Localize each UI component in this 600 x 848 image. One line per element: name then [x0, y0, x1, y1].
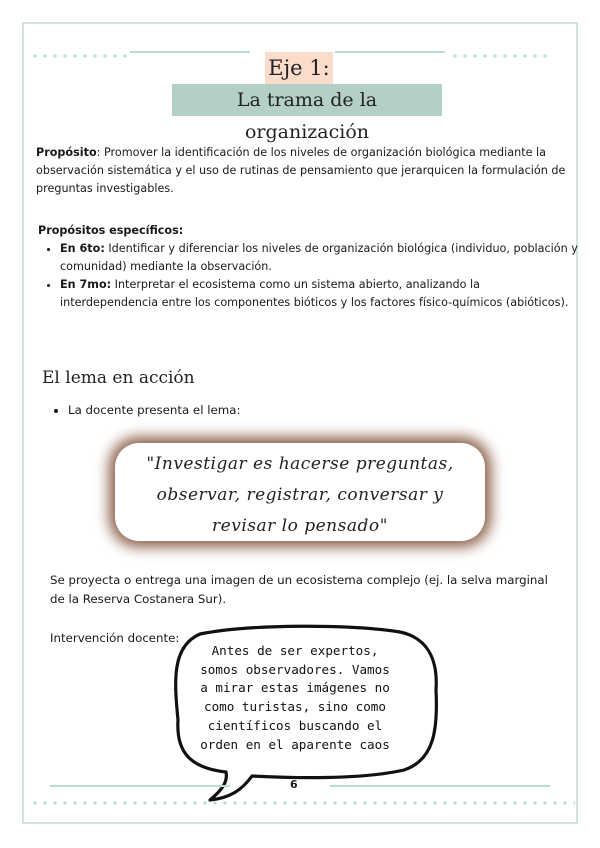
bubble-line: científicos buscando el — [207, 717, 383, 733]
grade-label: En 6to: — [60, 242, 105, 255]
quote-line: observar, registrar, conversar y — [156, 485, 444, 505]
axis-title: La trama de la organización — [172, 84, 442, 116]
list-item — [60, 240, 580, 276]
top-dots-left — [30, 54, 130, 58]
top-line-left — [130, 51, 250, 53]
proposito-paragraph — [36, 144, 571, 198]
list-item: • La docente presenta el lema: — [68, 401, 240, 419]
item-text: Interpretar el ecosistema como un sistema abierto, analizando la interdependencia entre los componentes bióticos y los factores físico-químicos (abióticos). — [60, 278, 569, 309]
lema-quote-box — [115, 443, 485, 541]
grade-label: En 7mo: — [60, 278, 112, 291]
bubble-line: a mirar estas imágenes no — [200, 680, 390, 696]
bottom-line-right — [330, 785, 550, 787]
top-dots-right — [450, 54, 550, 58]
top-line-right — [335, 51, 445, 53]
proposito-text: : Promover la identificación de los niveles de organización biológica mediante la observación sistemática y el uso de rutinas de pensamiento que jerarquicen la formulación de preguntas investigables. — [36, 146, 566, 195]
proposito-label: Propósito — [36, 146, 97, 159]
proyecta-paragraph: Se proyecta o entrega una imagen de un ecosistema complejo (ej. la selva marginal de la Reserva Costanera Sur). — [50, 573, 548, 606]
bubble-line: Antes de ser expertos, — [211, 643, 379, 658]
bubble-line: como turistas, sino como — [204, 699, 386, 715]
item-text: Identificar y diferenciar los niveles de organización biológica (individuo, población y comunidad) mediante la observación. — [60, 242, 578, 273]
page-number: 6 — [290, 778, 298, 791]
speech-bubble-text — [176, 642, 414, 754]
axis-label: Eje 1: — [265, 52, 333, 84]
quote-line: "Investigar es hacerse preguntas, — [146, 454, 454, 474]
quote-line: revisar lo pensado" — [212, 516, 388, 536]
bottom-line-left — [50, 785, 230, 787]
lema-heading: El lema en acción — [42, 368, 195, 388]
bubble-line: orden en el aparente caos — [200, 736, 390, 752]
especificos-list — [46, 240, 580, 312]
bottom-dots — [30, 801, 575, 805]
intervencion-label: Intervención docente: — [50, 631, 180, 645]
list-item — [60, 276, 580, 312]
bubble-line: somos observadores. Vamos — [200, 661, 390, 677]
especificos-heading: Propósitos específicos: — [38, 224, 184, 237]
lema-list — [54, 401, 240, 419]
